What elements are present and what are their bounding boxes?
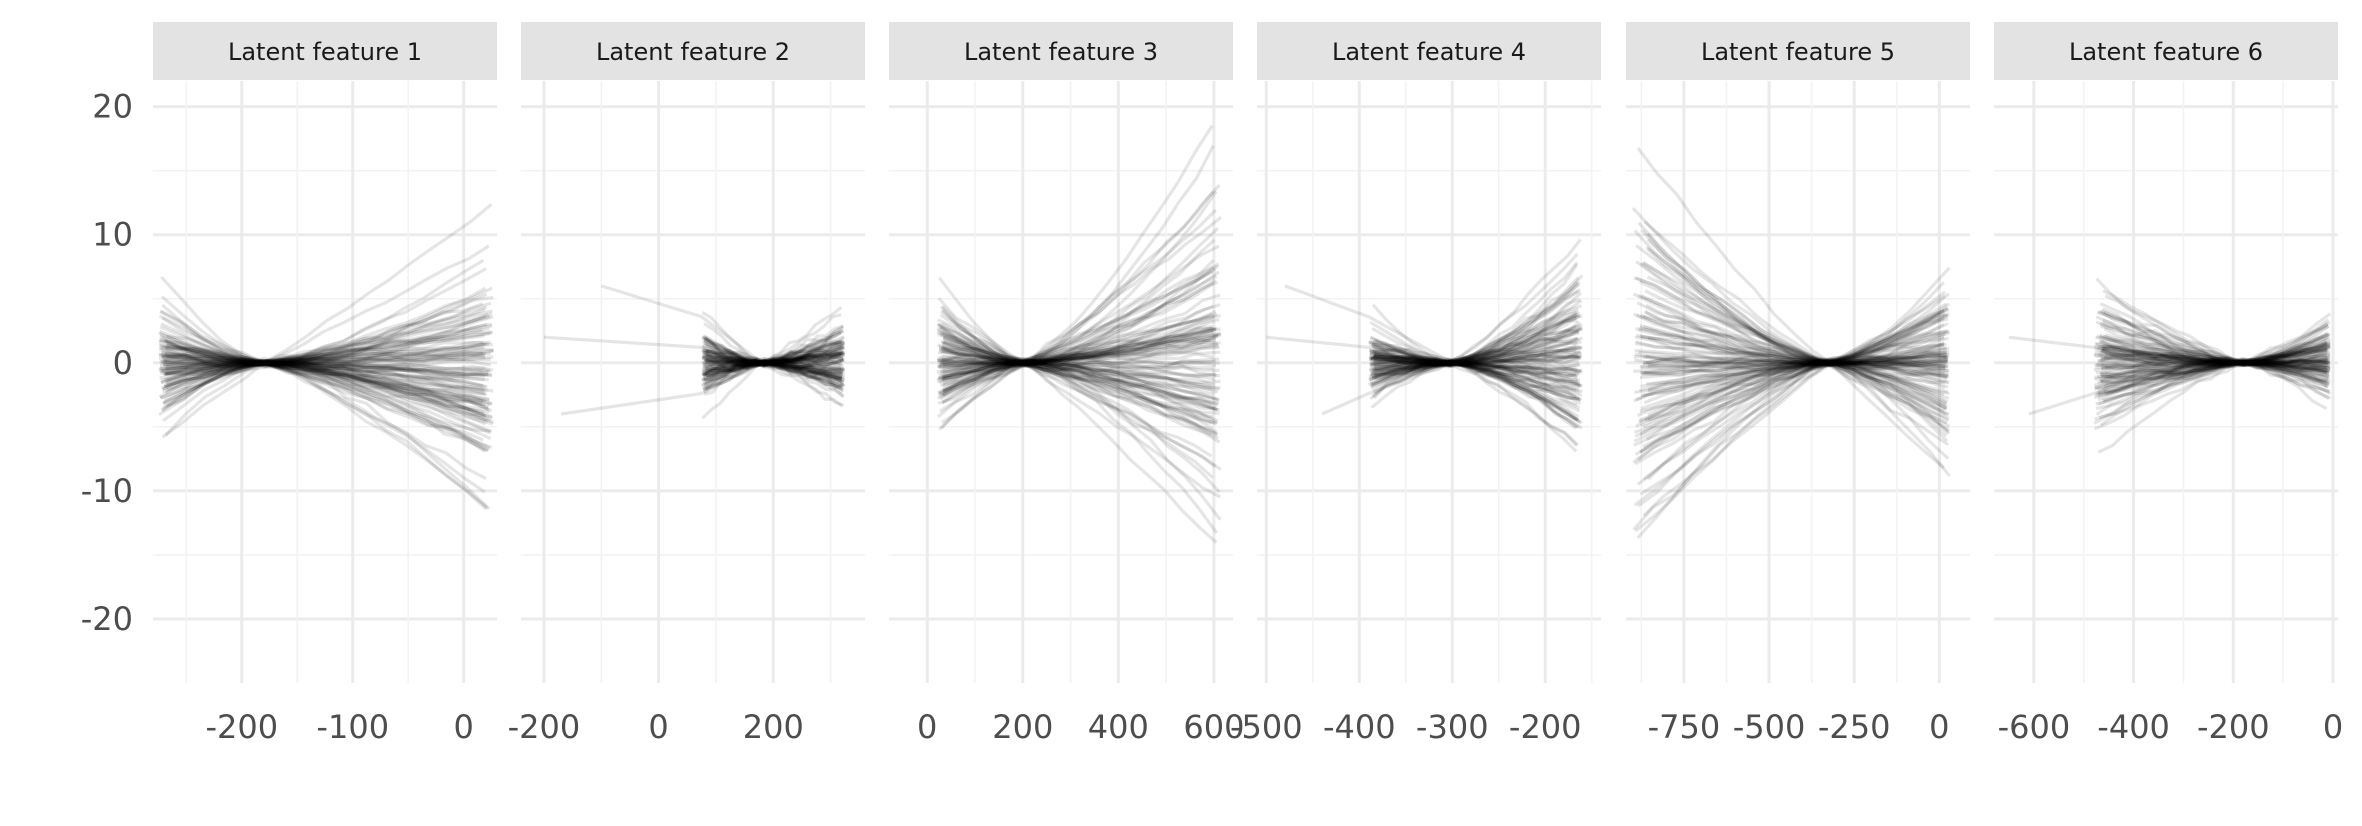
x-tick-label: -200 [2196, 708, 2270, 746]
y-tick-label: 20 [92, 87, 133, 126]
x-tick-label: -200 [507, 708, 581, 746]
x-tick-label: -300 [1415, 708, 1489, 746]
x-tick-label: -100 [316, 708, 390, 746]
x-tick-label: 0 [917, 708, 938, 746]
x-tick-label: -400 [1322, 708, 1396, 746]
curve-group [1266, 240, 1582, 452]
x-tick-label: -250 [1817, 708, 1891, 746]
x-tick-label: 0 [648, 708, 669, 746]
facet-panel [1626, 22, 1970, 746]
y-axis-labels [81, 88, 133, 638]
facet-title: Latent feature 3 [963, 38, 1159, 66]
facet-title: Latent feature 1 [227, 38, 423, 66]
x-tick-label: -750 [1647, 708, 1721, 746]
x-tick-label: -200 [205, 708, 279, 746]
facet-panel [1994, 22, 2343, 746]
facets [153, 22, 2343, 746]
facet-title: Latent feature 4 [1331, 38, 1527, 66]
x-tick-label: 0 [1929, 708, 1950, 746]
x-tick-label: -500 [1229, 708, 1303, 746]
y-tick-label: -10 [80, 471, 133, 510]
x-tick-label: -200 [1508, 708, 1582, 746]
y-tick-label: 0 [112, 343, 133, 382]
facet-title: Latent feature 2 [595, 38, 791, 66]
x-tick-label: 0 [2322, 708, 2344, 746]
facet-panel [889, 22, 1244, 746]
curve-group [937, 126, 1221, 543]
y-tick-label: -20 [80, 599, 133, 638]
x-tick-label: -600 [1997, 708, 2071, 746]
x-tick-label: 0 [453, 708, 474, 746]
x-tick-label: 600 [1183, 708, 1245, 746]
x-tick-label: -500 [1732, 708, 1806, 746]
x-tick-label: 200 [742, 708, 804, 746]
curve-group [544, 286, 845, 418]
curve-group [159, 204, 494, 509]
facet-title: Latent feature 6 [2068, 38, 2264, 66]
facet-panel [1230, 22, 1601, 746]
x-tick-label: 200 [992, 708, 1054, 746]
x-tick-label: -400 [2097, 708, 2170, 746]
facet-panel [153, 22, 497, 746]
y-tick-label: 10 [92, 215, 133, 254]
facet-panel [508, 22, 865, 746]
x-tick-label: 400 [1087, 708, 1149, 746]
curve-group [1633, 148, 1950, 538]
facet-title: Latent feature 5 [1700, 38, 1896, 66]
